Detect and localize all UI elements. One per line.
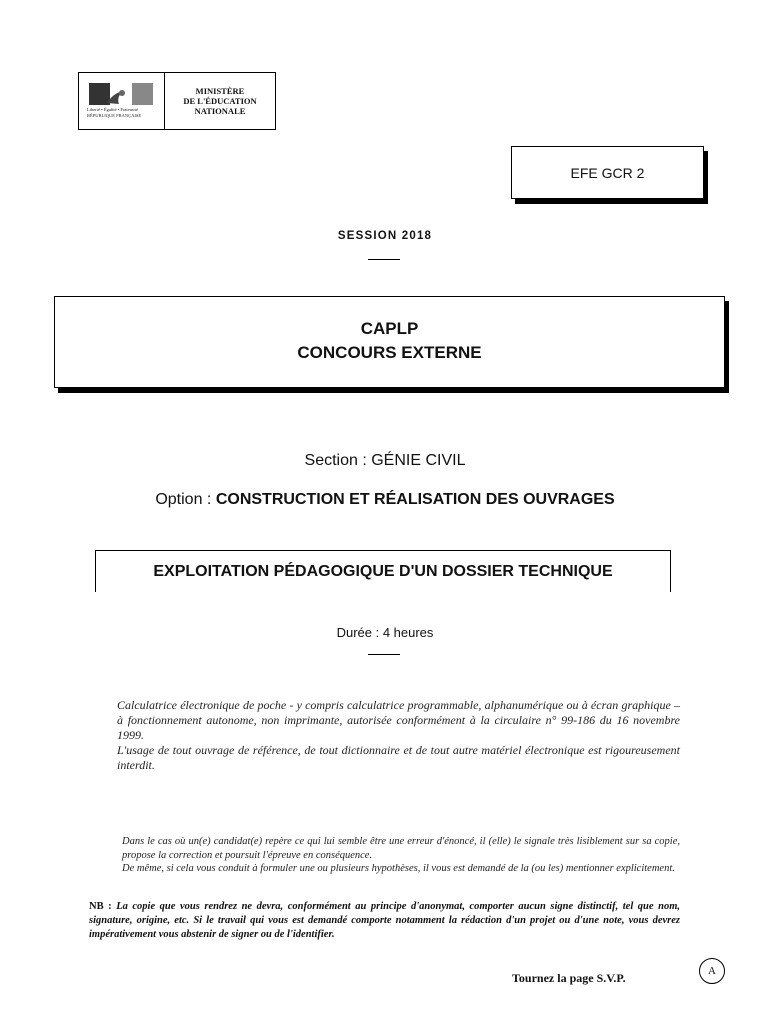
divider xyxy=(368,654,400,655)
hypotheses-text: De même, si cela vous conduit à formuler une ou plusieurs hypothèses, il vous est demandé de la (ou les) mentionner explicitement. xyxy=(122,863,675,874)
ministry-line-3: NATIONALE xyxy=(194,106,246,116)
ministry-line-2: DE L'ÉDUCATION xyxy=(183,96,257,106)
calculator-instructions xyxy=(89,698,680,773)
session-label: SESSION 2018 xyxy=(337,230,433,242)
calculator-text: Calculatrice électronique de poche - y compris calculatrice programmable, alphanumérique ou à écran graphique – à fonctionnement autonome, non imprimante, autorisée conformément à la circulaire n° 99-186 du 16 novembre 1999. xyxy=(117,698,680,742)
error-instructions xyxy=(89,835,680,876)
republic-motto: Liberté • Égalité • Fraternité RÉPUBLIQUE FRANÇAISE xyxy=(87,107,142,118)
turn-page-label: Tournez la page S.V.P. xyxy=(512,971,626,985)
option-value: CONSTRUCTION ET RÉALISATION DES OUVRAGES xyxy=(215,491,615,508)
duration-label: Durée : 4 heures xyxy=(336,625,434,640)
nb-notice xyxy=(89,900,680,942)
nb-text: La copie que vous rendrez ne devra, conformément au principe d'anonymat, comporter aucun signe distinctif, tel que nom, signature, origine, etc. Si le travail qui vous est demandé comporte notamment la rédaction d'un projet ou d'une note, vous devrez impérativement vous abstenir de signer ou de l'identifier. xyxy=(89,901,680,940)
competition-subtitle: CONCOURS EXTERNE xyxy=(297,343,482,362)
competition-title-box xyxy=(54,296,725,388)
section-label: Section : GÉNIE CIVIL xyxy=(304,452,466,469)
exam-title-box: EXPLOITATION PÉDAGOGIQUE D'UN DOSSIER TECHNIQUE xyxy=(95,550,671,592)
ministry-line-1: MINISTÈRE xyxy=(195,86,245,96)
ministry-logo xyxy=(78,72,276,130)
usage-text: L'usage de tout ouvrage de référence, de tout dictionnaire et de tout autre matériel électronique est rigoureusement interdit. xyxy=(117,743,680,772)
error-text: Dans le cas où un(e) candidat(e) repère ce qui lui semble être une erreur d'énoncé, il (elle) le signale très lisiblement sur sa copie, propose la correction et poursuit l'épreuve en conséquence. xyxy=(122,836,680,861)
divider xyxy=(368,259,400,260)
option-label xyxy=(0,491,770,509)
option-prefix: Option : xyxy=(155,491,216,508)
competition-title: CAPLP xyxy=(360,319,419,338)
nb-label: NB : xyxy=(89,901,112,912)
marianne-icon xyxy=(89,83,153,105)
ministry-name xyxy=(165,73,275,129)
page-badge: A xyxy=(699,958,725,984)
marianne-emblem xyxy=(79,73,165,129)
exam-code-box: EFE GCR 2 xyxy=(511,146,704,199)
